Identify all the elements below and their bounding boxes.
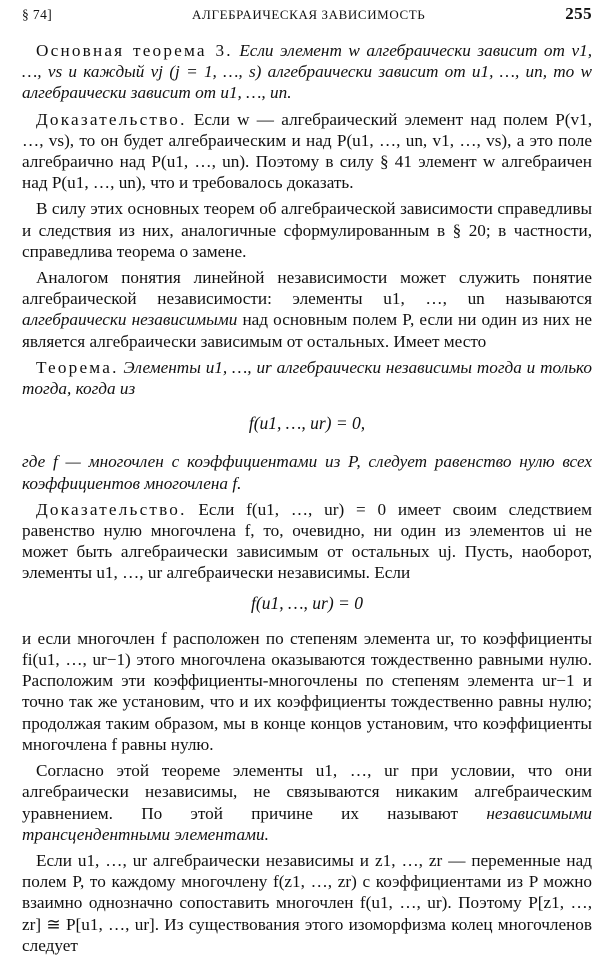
formula-1: f(u1, …, ur) = 0,	[248, 413, 366, 434]
running-header	[22, 4, 592, 28]
page-number: 255	[565, 4, 592, 23]
paragraph-proof-2	[22, 499, 592, 584]
proof-label: Доказательство.	[36, 109, 187, 129]
proof-text: Если w — алгебраический элемент над полем P(v1, …, vs), то он будет алгебраическим и над P(u1, …, un, v1, …, vs), а это поле алгебраично над P(u1, …, un). Поэтому в силу § 41 элемент w алгебраичен над P(u1, …, un), что и требовалось доказать.	[22, 109, 592, 193]
definition-text-b: над основным полем P, если ни один из них не является алгебраически зависимым от остальных. Имеет место	[22, 310, 593, 351]
proof-text-2: Если f(u1, …, ur) = 0 имеет своим следствием равенство нулю многочлена f, то, очевидно, ни один из элементов ui не может быть алгебраически зависимым от остальных uj. Пусть, наоборот, элементы u1, …, ur алгебраически независимы. Если	[22, 499, 592, 583]
body-text	[22, 40, 592, 956]
paragraph-isomorphism: Если u1, …, ur алгебраически независимы и z1, …, zr — переменные над полем P, то каждому многочлену f(z1, …, zr) с коэффициентами из P можно взаимно однозначно сопоставить многочлен f(u1, …, ur). Поэтому P[z1, …, zr] ≅ P[u1, …, ur]. Из существования этого изоморфизма колец многочленов следует	[22, 850, 592, 955]
formula-2: f(u1, …, ur) = 0	[251, 592, 363, 613]
paragraph-theorem	[22, 357, 592, 399]
theorem-label: Основная теорема 3.	[36, 41, 233, 60]
running-title: АЛГЕБРАИЧЕСКАЯ ЗАВИСИМОСТЬ	[192, 7, 426, 22]
paragraph-transcendental	[22, 760, 592, 845]
transcendental-term: независимыми трансцендентными элементами.	[22, 803, 593, 844]
paragraph-theorem-continuation: где f — многочлен с коэффициентами из P, следует равенство нулю всех коэффициентов многочлена f.	[22, 452, 592, 493]
transcendental-text: Согласно этой теореме элементы u1, …, ur при условии, что они алгебраически независимы, не связываются никаким алгебраическим уравнением. По этой причине их называют	[22, 761, 592, 823]
paragraph-proof-continuation: и если многочлен f расположен по степеням элемента ur, то коэффициенты fi(u1, …, ur−1) этого многочлена оказываются тождественно равными нулю. Расположим эти коэффициенты-многочлены по степеням элемента ur−1 и точно так же установим, что и их коэффициенты тождественно равны нулю; продолжая таким образом, мы в конце концов установим, что коэффициенты многочлена f равны нулю.	[22, 628, 592, 754]
paragraph-proof-1	[22, 109, 592, 194]
theorem-label-2: Теорема.	[36, 357, 119, 377]
paragraph-independence-definition	[22, 267, 592, 352]
definition-text-a: Аналогом понятия линейной независимости может служить понятие алгебраической независимости: элементы u1, …, un называются	[22, 268, 592, 309]
section-reference: § 74]	[22, 7, 53, 22]
theorem-statement: Если элемент w алгебраически зависит от v1, …, vs и каждый vj (j = 1, …, s) алгебраически зависит от u1, …, un, то w алгебраически зависит от u1, …, un.	[22, 41, 592, 103]
proof-label-2: Доказательство.	[36, 499, 187, 519]
paragraph-main-theorem	[22, 40, 592, 104]
definition-term: алгебраически независимыми	[22, 310, 238, 330]
book-page	[22, 4, 592, 961]
theorem-statement-2: Элементы u1, …, ur алгебраически независимы тогда и только тогда, когда из	[22, 357, 592, 399]
paragraph-corollaries: В силу этих основных теорем об алгебраической зависимости справедливы и следствия из них, аналогичные сформулированным в § 20; в частности, справедлива теорема о замене.	[22, 199, 592, 261]
